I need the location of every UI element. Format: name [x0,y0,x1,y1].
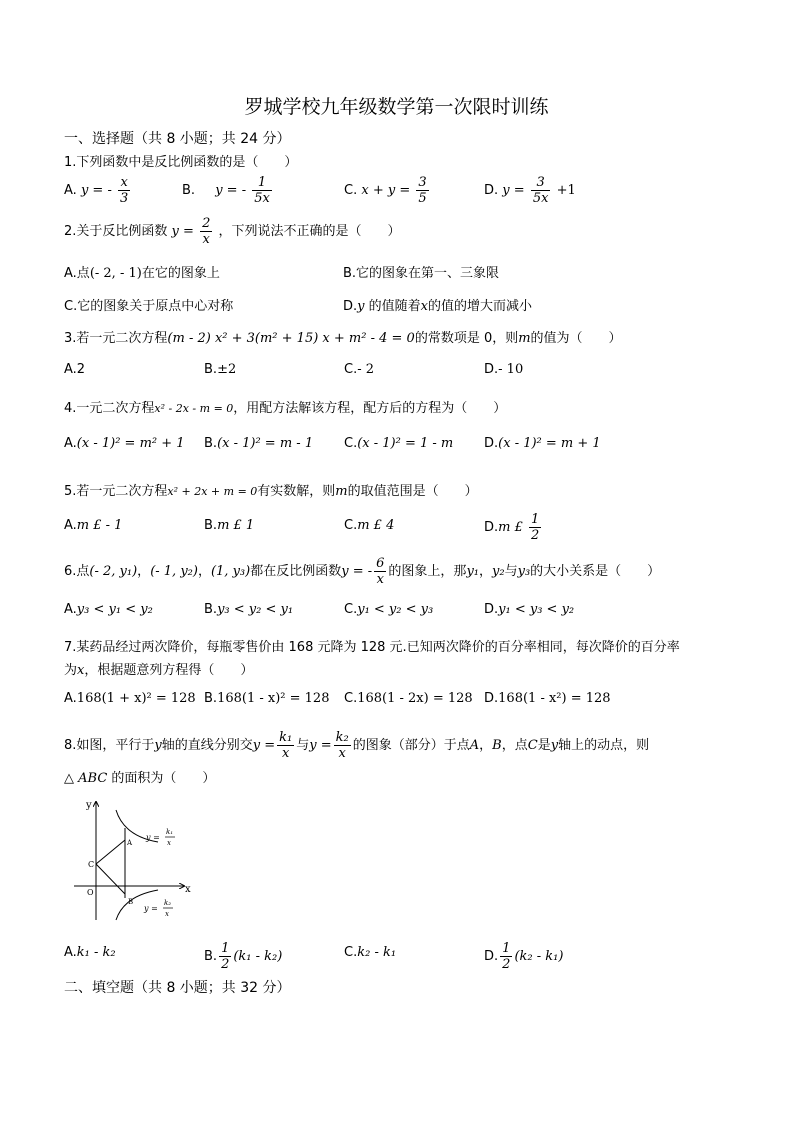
q2-option-d[interactable]: D.y 的值随着x的值的增大而减小 [343,299,533,314]
label-y: y [86,800,92,811]
q5-option-a[interactable]: A.m £ - 1 [64,518,123,533]
q8-option-b[interactable]: B. $\frac{1}{2}$ (k₁ - k₂) [204,941,283,972]
section-heading-fill: 二、填空题（共 8 小题；共 32 分） [64,980,291,996]
q8-option-c[interactable]: C.k₂ - k₁ [344,945,397,960]
question-7-line-2: 为x，根据题意列方程得（ ） [64,663,254,678]
q7-option-b[interactable]: B.168(1 - x)² = 128 [204,691,330,706]
q7-option-d[interactable]: D.168(1 - x²) = 128 [484,691,611,706]
q7-options [64,691,744,725]
label-x: x [185,884,191,895]
question-1: 1.下列函数中是反比例函数的是（ ） [64,155,298,170]
curve2-num: k₂ [164,899,172,907]
q3-option-d[interactable]: D.- 10 [484,362,524,377]
label-b: B [128,898,134,906]
q5-option-b[interactable]: B.m £ 1 [204,518,255,533]
q6-options [64,602,744,636]
q1-option-c[interactable]: C. x + y = $\frac{3}{5}$ [344,175,427,206]
q8-option-d[interactable]: D. $\frac{1}{2}$ (k₂ - k₁) [484,941,564,972]
q3-options [64,362,744,396]
question-4: 4.一元二次方程x² - 2x - m = 0，用配方法解该方程，配方后的方程为（ ） [64,401,507,416]
q6-option-b[interactable]: B.y₃ < y₂ < y₁ [204,602,294,617]
question-8-line-1: 8.如图，平行于y轴的直线分别交y = $\frac{\text{k₁}}{x}$ 与y = $\frac{\text{k₂}}{x}$ 的图象（部分）于点A，B，点C是y轴上的动点，则 [64,730,650,761]
label-c: C [88,860,95,869]
q8-figure [66,798,196,932]
q5-option-d[interactable]: D.m £ $\frac{1}{2}$ [484,512,540,543]
q2-option-b[interactable]: B.它的图象在第一、三象限 [343,266,500,281]
curve2-den: x [165,910,169,918]
curve1-den: x [167,839,171,847]
q4-option-a[interactable]: A.(x - 1)² = m² + 1 [64,436,185,451]
curve1-eq: y = [146,833,160,842]
q1-options [64,175,744,209]
q2-option-c[interactable]: C.它的图象关于原点中心对称 [64,299,234,314]
q3-option-b[interactable]: B.±2 [204,362,237,377]
label-a: A [127,839,133,847]
question-6: 6.点(- 2, y₁)，(- 1, y₂)，(1, y₃)都在反比例函数y = - $\frac{6}{x}$ 的图象上，那y₁，y₂与y₃的大小关系是（ ） [64,556,661,587]
q8-option-a[interactable]: A.k₁ - k₂ [64,945,116,960]
q2-option-a[interactable]: A.点(- 2, - 1)在它的图象上 [64,266,220,281]
q7-option-c[interactable]: C.168(1 - 2x) = 128 [344,691,473,706]
q1-option-d[interactable]: D. y = $\frac{3}{5x}$ +1 [484,175,576,206]
curve2-eq: y = [144,904,158,913]
question-8-line-2: △ ABC 的面积为（ ） [64,771,216,786]
question-7-line-1: 7.某药品经过两次降价，每瓶零售价由 168 元降为 128 元.已知两次降价的百分率相同，每次降价的百分率 [64,640,680,655]
q4-option-c[interactable]: C.(x - 1)² = 1 - m [344,436,454,451]
q5-options [64,512,744,546]
q6-option-c[interactable]: C.y₁ < y₂ < y₃ [344,602,434,617]
q3-option-c[interactable]: C.- 2 [344,362,375,377]
q3-option-a[interactable]: A.2 [64,362,86,377]
q1-option-a[interactable]: A. y = - $\frac{x}{3}$ [64,175,129,206]
question-2: 2.关于反比例函数 y = $\frac{2}{x}$ ，下列说法不正确的是（ ） [64,216,401,247]
question-3: 3.若一元二次方程(m - 2) x² + 3(m² + 15) x + m² - 4 = 0的常数项是 0，则m的值为（ ） [64,331,622,346]
q6-option-d[interactable]: D.y₁ < y₃ < y₂ [484,602,575,617]
hyperbola-diagram [66,798,196,928]
q7-option-a[interactable]: A.168(1 + x)² = 128 [64,691,196,706]
q4-option-d[interactable]: D.(x - 1)² = m + 1 [484,436,601,451]
q6-option-a[interactable]: A.y₃ < y₁ < y₂ [64,602,153,617]
segment-ca [96,840,125,864]
q1-option-b[interactable]: B. y = - $\frac{1}{5x}$ [182,175,270,206]
section-heading-choice: 一、选择题（共 8 小题；共 24 分） [64,131,291,147]
label-o: O [87,888,94,897]
question-5: 5.若一元二次方程x² + 2x + m = 0有实数解，则m的取值范围是（ ） [64,484,478,499]
q5-option-c[interactable]: C.m £ 4 [344,518,395,533]
curve1-num: k₁ [166,828,174,836]
q4-options [64,436,744,470]
q4-option-b[interactable]: B.(x - 1)² = m - 1 [204,436,314,451]
segment-cb [96,864,125,894]
page-title: 罗城学校九年级数学第一次限时训练 [244,96,549,118]
q8-options [64,941,744,975]
